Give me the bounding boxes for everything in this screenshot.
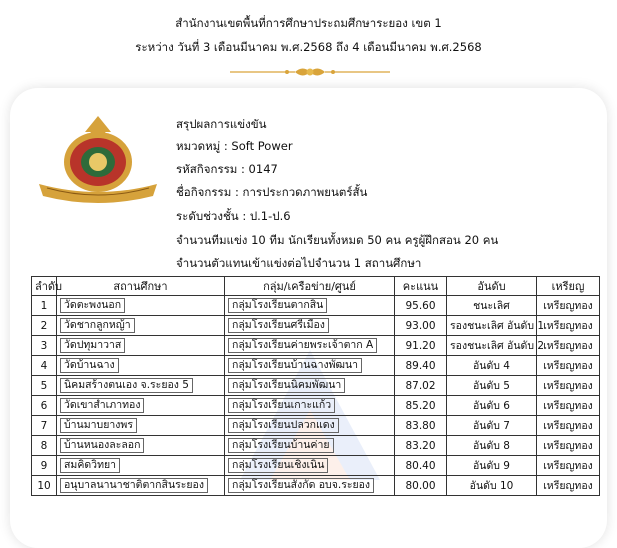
level-line: ระดับช่วงชั้น : ป.1-ป.6 xyxy=(176,209,291,223)
cell-no: 8 xyxy=(32,436,57,456)
cell-no: 7 xyxy=(32,416,57,436)
cell-medal: เหรียญทอง xyxy=(537,416,600,436)
header-line-1: สำนักงานเขตพื้นที่การศึกษาประถมศึกษาระยอง เขต 1 xyxy=(175,16,442,30)
results-table xyxy=(31,276,600,496)
table-row xyxy=(32,376,600,396)
cell-no: 4 xyxy=(32,356,57,376)
cell-rank: อันดับ 8 xyxy=(447,436,537,456)
cell-medal: เหรียญทอง xyxy=(537,316,600,336)
table-row xyxy=(32,336,600,356)
activity-name-line: ชื่อกิจกรรม : การประกวดภาพยนตร์สั้น xyxy=(176,185,368,199)
column-header-group: กลุ่ม/เครือข่าย/ศูนย์ xyxy=(225,277,395,296)
table-row xyxy=(32,296,600,316)
table-row xyxy=(32,316,600,336)
cell-school xyxy=(57,376,225,396)
cell-no: 1 xyxy=(32,296,57,316)
cell-school xyxy=(57,396,225,416)
cell-rank: อันดับ 10 xyxy=(447,476,537,496)
school-name: วัดตะพงนอก xyxy=(60,298,125,313)
cell-no: 10 xyxy=(32,476,57,496)
cell-school xyxy=(57,336,225,356)
cell-rank: รองชนะเลิศ อันดับ 1 xyxy=(447,316,537,336)
obec-emblem-logo xyxy=(33,114,163,204)
group-name: กลุ่มโรงเรียนบ้านค่าย xyxy=(228,438,334,453)
cell-rank: อันดับ 7 xyxy=(447,416,537,436)
column-header-no: ลำดับ xyxy=(32,277,57,296)
group-name: กลุ่มโรงเรียนค่ายพระเจ้าตาก A xyxy=(228,338,377,353)
cell-group xyxy=(225,316,395,336)
column-header-score: คะแนน xyxy=(395,277,447,296)
table-row xyxy=(32,476,600,496)
school-name: สมคิดวิทยา xyxy=(60,458,120,473)
cell-score: 83.20 xyxy=(395,436,447,456)
cell-group xyxy=(225,356,395,376)
cell-group xyxy=(225,296,395,316)
cell-score: 93.00 xyxy=(395,316,447,336)
summary-title: สรุปผลการแข่งขัน xyxy=(176,117,267,131)
cell-score: 89.40 xyxy=(395,356,447,376)
activity-code-line: รหัสกิจกรรม : 0147 xyxy=(176,162,278,176)
cell-group xyxy=(225,436,395,456)
cell-score: 83.80 xyxy=(395,416,447,436)
cell-score: 80.40 xyxy=(395,456,447,476)
school-name: วัดเขาสำเภาทอง xyxy=(60,398,144,413)
group-name: กลุ่มโรงเรียนเกาะแก้ว xyxy=(228,398,335,413)
cell-school xyxy=(57,416,225,436)
cell-no: 6 xyxy=(32,396,57,416)
cell-medal: เหรียญทอง xyxy=(537,396,600,416)
table-header-row xyxy=(32,277,600,296)
cell-school xyxy=(57,356,225,376)
table-row xyxy=(32,436,600,456)
column-header-rank: อันดับ xyxy=(447,277,537,296)
cell-group xyxy=(225,456,395,476)
cell-medal: เหรียญทอง xyxy=(537,376,600,396)
cell-no: 3 xyxy=(32,336,57,356)
school-name: บ้านหนองละลอก xyxy=(60,438,144,453)
cell-rank: อันดับ 9 xyxy=(447,456,537,476)
cell-no: 9 xyxy=(32,456,57,476)
school-name: อนุบาลนานาชาติตากสินระยอง xyxy=(60,478,208,493)
cell-medal: เหรียญทอง xyxy=(537,336,600,356)
cell-score: 91.20 xyxy=(395,336,447,356)
cell-score: 87.02 xyxy=(395,376,447,396)
table-row xyxy=(32,396,600,416)
group-name: กลุ่มโรงเรียนปลวกแดง xyxy=(228,418,339,433)
school-name: วัดบ้านฉาง xyxy=(60,358,119,373)
column-header-medal: เหรียญ xyxy=(537,277,600,296)
group-name: กลุ่มโรงเรียนบ้านฉางพัฒนา xyxy=(228,358,362,373)
cell-medal: เหรียญทอง xyxy=(537,436,600,456)
cell-school xyxy=(57,316,225,336)
cell-score: 85.20 xyxy=(395,396,447,416)
cell-group xyxy=(225,376,395,396)
table-row xyxy=(32,416,600,436)
cell-school xyxy=(57,436,225,456)
cell-rank: อันดับ 5 xyxy=(447,376,537,396)
cell-school xyxy=(57,456,225,476)
gold-ornament-divider xyxy=(225,64,395,80)
school-name: วัดปทุมาวาส xyxy=(60,338,125,353)
group-name: กลุ่มโรงเรียนศรีเมือง xyxy=(228,318,329,333)
cell-school xyxy=(57,296,225,316)
participants-line: จำนวนทีมแข่ง 10 ทีม นักเรียนทั้งหมด 50 คน ครูผู้ฝึกสอน 20 คน xyxy=(176,233,499,247)
column-header-school: สถานศึกษา xyxy=(57,277,225,296)
cell-score: 95.60 xyxy=(395,296,447,316)
category-line: หมวดหมู่ : Soft Power xyxy=(176,139,293,153)
cell-medal: เหรียญทอง xyxy=(537,476,600,496)
cell-medal: เหรียญทอง xyxy=(537,456,600,476)
cell-rank: อันดับ 4 xyxy=(447,356,537,376)
school-name: วัดชากลูกหญ้า xyxy=(60,318,135,333)
cell-group xyxy=(225,416,395,436)
cell-group xyxy=(225,336,395,356)
cell-group xyxy=(225,396,395,416)
table-row xyxy=(32,356,600,376)
representatives-line: จำนวนตัวแทนเข้าแข่งต่อไปจำนวน 1 สถานศึกษา xyxy=(176,256,422,270)
group-name: กลุ่มโรงเรียนสังกัด อบจ.ระยอง xyxy=(228,478,374,493)
cell-school xyxy=(57,476,225,496)
cell-score: 80.00 xyxy=(395,476,447,496)
cell-medal: เหรียญทอง xyxy=(537,356,600,376)
cell-group xyxy=(225,476,395,496)
cell-rank: รองชนะเลิศ อันดับ 2 xyxy=(447,336,537,356)
cell-no: 2 xyxy=(32,316,57,336)
header-line-2: ระหว่าง วันที่ 3 เดือนมีนาคม พ.ศ.2568 ถึง 4 เดือนมีนาคม พ.ศ.2568 xyxy=(135,40,482,54)
group-name: กลุ่มโรงเรียนเชิงเนิน xyxy=(228,458,328,473)
school-name: บ้านมาบยางพร xyxy=(60,418,137,433)
table-row xyxy=(32,456,600,476)
cell-rank: ชนะเลิศ xyxy=(447,296,537,316)
cell-medal: เหรียญทอง xyxy=(537,296,600,316)
cell-no: 5 xyxy=(32,376,57,396)
school-name: นิคมสร้างตนเอง จ.ระยอง 5 xyxy=(60,378,193,393)
cell-rank: อันดับ 6 xyxy=(447,396,537,416)
group-name: กลุ่มโรงเรียนนิคมพัฒนา xyxy=(228,378,345,393)
group-name: กลุ่มโรงเรียนตากสิน xyxy=(228,298,327,313)
